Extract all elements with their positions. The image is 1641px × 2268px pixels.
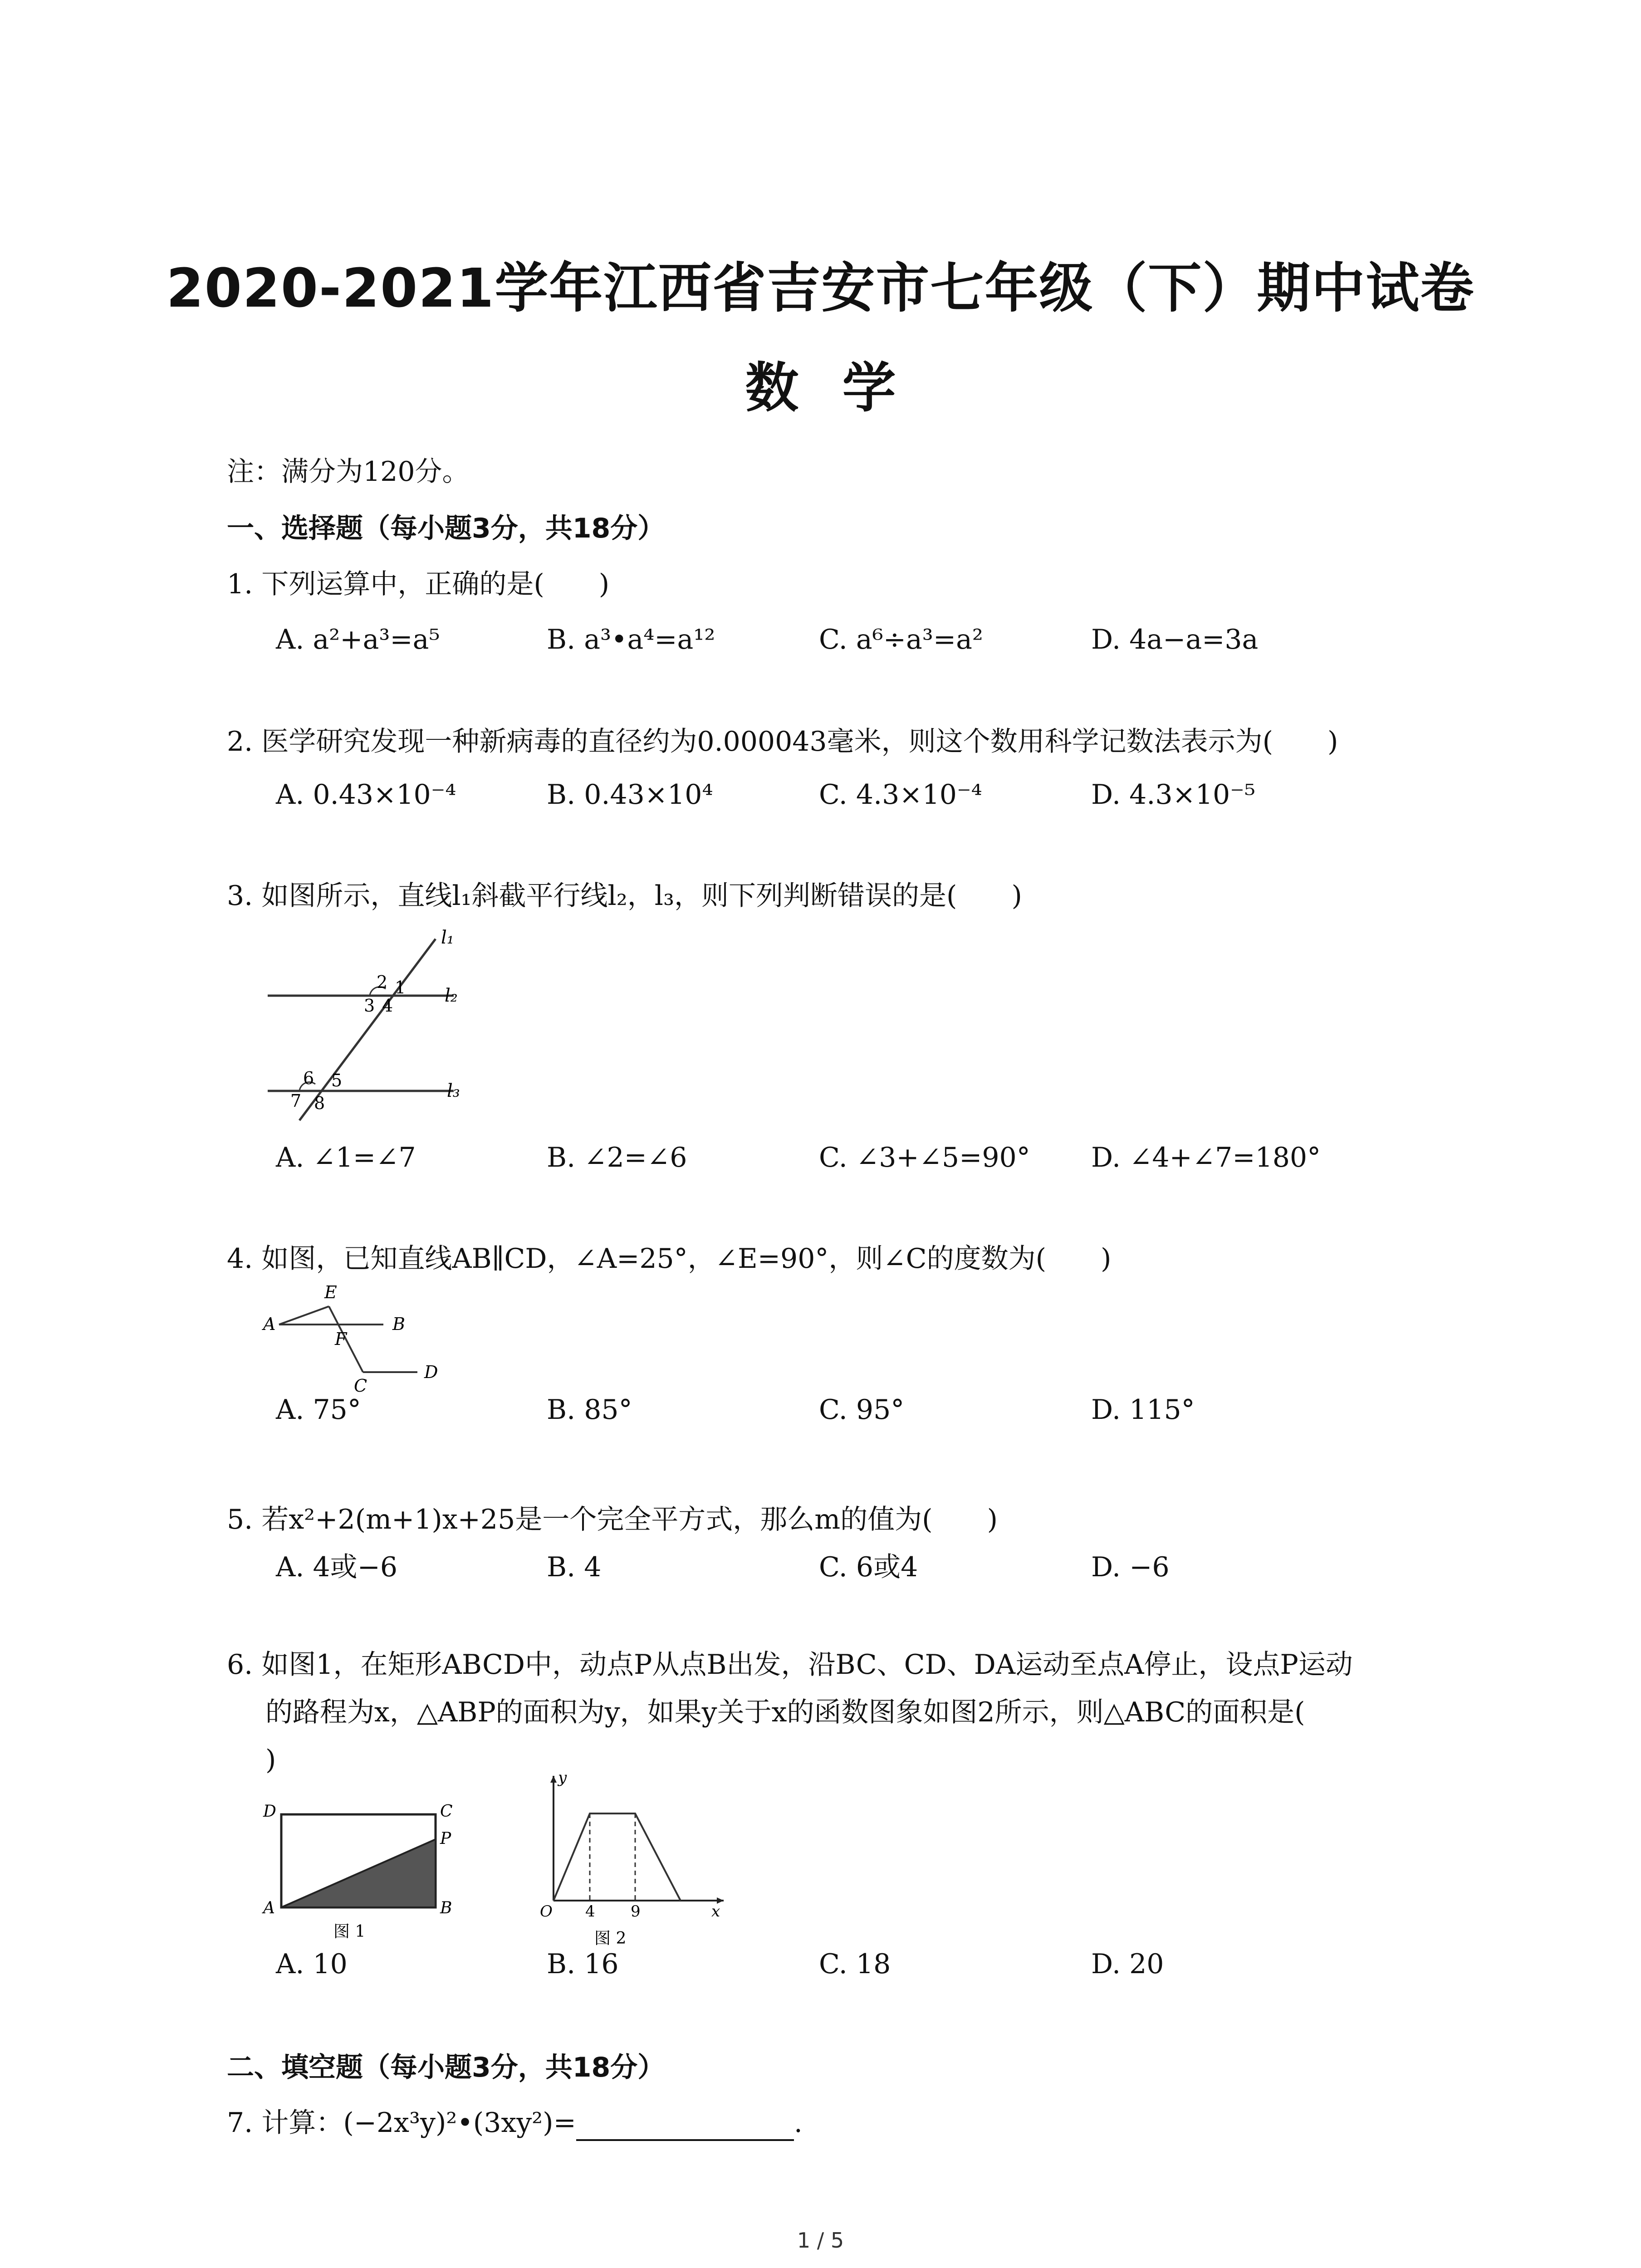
point-d: D xyxy=(263,1802,276,1821)
angle-5: 5 xyxy=(331,1070,343,1090)
page-title: 2020-2021学年江西省吉安市七年级（下）期中试卷 xyxy=(166,257,1475,319)
question-1-option-b: B. a³•a⁴=a¹² xyxy=(547,624,715,655)
question-6-stem-line-3: ) xyxy=(265,1744,276,1776)
question-4-figure xyxy=(261,1275,460,1393)
question-7-answer-blank[interactable] xyxy=(576,2109,794,2141)
question-5-stem: 5. 若x²+2(m+1)x+25是一个完全平方式，那么m的值为( ) xyxy=(227,1504,998,1535)
question-3-figure xyxy=(263,925,476,1125)
point-c: C xyxy=(354,1376,367,1393)
question-7-end: . xyxy=(794,2107,803,2139)
question-4-stem: 4. 如图，已知直线AB∥CD，∠A=25°，∠E=90°，则∠C的度数为( ) xyxy=(227,1243,1112,1275)
question-5-option-d: D. −6 xyxy=(1091,1551,1170,1583)
question-2-option-c: C. 4.3×10⁻⁴ xyxy=(819,779,982,811)
question-4-option-b: B. 85° xyxy=(547,1394,632,1426)
question-6-option-c: C. 18 xyxy=(819,1948,891,1980)
axis-label-x: x xyxy=(711,1902,720,1921)
angle-8: 8 xyxy=(314,1093,325,1113)
question-5-option-c: C. 6或4 xyxy=(819,1551,918,1583)
point-f: F xyxy=(335,1329,347,1349)
question-3-stem: 3. 如图所示，直线l₁斜截平行线l₂，l₃，则下列判断错误的是( ) xyxy=(227,880,1022,912)
question-6-figure-2 xyxy=(504,1769,740,1950)
question-5-option-b: B. 4 xyxy=(547,1551,602,1583)
label-l3: l₃ xyxy=(447,1080,460,1101)
section-choice-title: 一、选择题（每小题3分，共18分） xyxy=(227,513,665,544)
point-a: A xyxy=(263,1314,276,1334)
figure-1-caption: 图 1 xyxy=(333,1922,366,1941)
segment-ae xyxy=(279,1306,329,1325)
question-1-option-d: D. 4a−a=3a xyxy=(1091,624,1259,655)
question-6-figure-1 xyxy=(261,1792,470,1953)
shaded-triangle-abp xyxy=(281,1839,436,1907)
angle-2: 2 xyxy=(377,972,388,992)
angle-1: 1 xyxy=(395,978,406,997)
question-1-option-c: C. a⁶÷a³=a² xyxy=(819,624,983,655)
question-5-option-a: A. 4或−6 xyxy=(276,1551,398,1583)
label-l1: l₁ xyxy=(441,927,454,948)
score-note: 注：满分为120分。 xyxy=(227,456,470,488)
question-6-stem-line-1: 6. 如图1，在矩形ABCD中，动点P从点B出发，沿BC、CD、DA运动至点A停止，设点P运动 xyxy=(227,1649,1353,1681)
question-3-option-d: D. ∠4+∠7=180° xyxy=(1091,1142,1321,1173)
question-6-stem-line-2: 的路程为x，△ABP的面积为y，如果y关于x的函数图象如图2所示，则△ABC的面积是( xyxy=(265,1696,1305,1728)
question-7 xyxy=(227,2105,803,2141)
question-2-option-d: D. 4.3×10⁻⁵ xyxy=(1091,779,1255,811)
question-4-option-d: D. 115° xyxy=(1091,1394,1195,1426)
point-e: E xyxy=(324,1282,337,1302)
question-7-stem: 7. 计算：(−2x³y)²•(3xy²)= xyxy=(227,2107,576,2139)
point-p: P xyxy=(440,1829,451,1848)
section-fill-title: 二、填空题（每小题3分，共18分） xyxy=(227,2052,665,2083)
point-b: B xyxy=(392,1314,405,1334)
point-d: D xyxy=(424,1362,438,1382)
tick-4: 4 xyxy=(585,1902,595,1921)
question-4-option-c: C. 95° xyxy=(819,1394,905,1426)
question-1-option-a: A. a²+a³=a⁵ xyxy=(276,624,440,655)
point-c: C xyxy=(440,1802,453,1821)
question-3-option-c: C. ∠3+∠5=90° xyxy=(819,1142,1030,1173)
tick-9: 9 xyxy=(631,1902,641,1921)
question-2-option-a: A. 0.43×10⁻⁴ xyxy=(276,779,456,811)
axis-label-y: y xyxy=(558,1769,567,1787)
question-6-option-d: D. 20 xyxy=(1091,1948,1164,1980)
question-2-stem: 2. 医学研究发现一种新病毒的直径约为0.000043毫米，则这个数用科学记数法表示为( ) xyxy=(227,726,1338,758)
question-1-stem: 1. 下列运算中，正确的是( ) xyxy=(227,568,610,600)
subject-title: 数学 xyxy=(745,357,940,419)
angle-6: 6 xyxy=(303,1068,314,1088)
point-b: B xyxy=(440,1899,452,1917)
angle-7: 7 xyxy=(290,1091,302,1111)
question-2-option-b: B. 0.43×10⁴ xyxy=(547,779,713,811)
angle-4: 4 xyxy=(382,996,393,1016)
question-3-option-a: A. ∠1=∠7 xyxy=(276,1142,416,1173)
function-graph xyxy=(554,1813,681,1901)
angle-3: 3 xyxy=(364,996,375,1016)
page-number: 1 / 5 xyxy=(797,2228,844,2253)
origin-label: O xyxy=(540,1902,553,1921)
question-3-option-b: B. ∠2=∠6 xyxy=(547,1142,687,1173)
figure-2-caption: 图 2 xyxy=(594,1929,627,1948)
point-a: A xyxy=(263,1899,275,1917)
question-4-option-a: A. 75° xyxy=(276,1394,361,1426)
label-l2: l₂ xyxy=(445,985,458,1006)
question-6-option-b: B. 16 xyxy=(547,1948,619,1980)
question-6-option-a: A. 10 xyxy=(276,1948,348,1980)
